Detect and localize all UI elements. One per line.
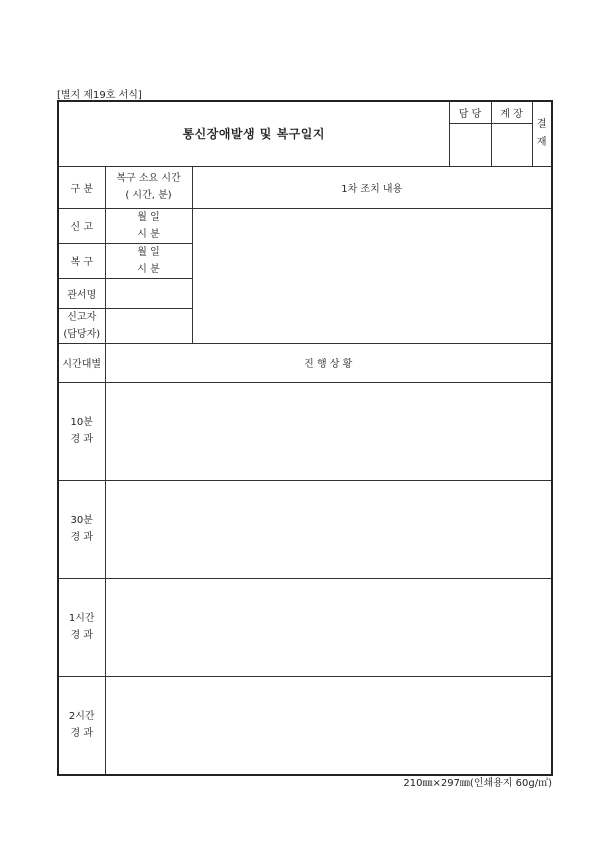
reporter-label — [58, 308, 105, 343]
form-number-label: [별지 제19호 서식] — [57, 90, 142, 101]
reporter-label-line2: (담당자) — [63, 328, 101, 340]
recovery-time-header-line1: 복구 소요 시간 — [116, 173, 181, 184]
outage-log-form — [57, 100, 553, 776]
reporter-label-line1: 신고자 — [67, 311, 97, 323]
progress-field-2hour[interactable] — [105, 676, 552, 775]
recovery-time-line2: 시 분 — [137, 263, 160, 275]
form-title-cell — [58, 101, 449, 166]
recovery-time-header — [105, 166, 192, 208]
approval-staff-header: 담 당 — [449, 101, 491, 123]
time-row-label-30min — [58, 480, 105, 578]
category-header: 구 분 — [58, 166, 105, 208]
time-row-10min-line1: 10분 — [70, 417, 93, 428]
time-row-1hour-line1: 1시간 — [68, 613, 95, 624]
time-row-1hour-line2: 경 과 — [70, 630, 93, 641]
progress-status-header: 진 행 상 황 — [105, 343, 552, 382]
recovery-time-field[interactable] — [105, 243, 192, 278]
time-row-label-2hour — [58, 676, 105, 775]
time-row-30min-line2: 경 과 — [70, 532, 93, 543]
time-row-2hour-line1: 2시간 — [68, 711, 95, 723]
paper-spec-footer: 210㎜×297㎜(인쇄용지 60g/㎡) — [403, 778, 552, 789]
time-row-30min-line1: 30분 — [70, 515, 93, 526]
report-time-line1: 월 일 — [137, 211, 160, 223]
approval-chief-header: 계 장 — [491, 101, 532, 123]
recovery-time-header-line2: ( 시간, 분) — [125, 190, 172, 201]
recovery-label: 복 구 — [58, 243, 105, 278]
time-row-label-1hour — [58, 578, 105, 676]
recovery-time-line1: 월 일 — [137, 246, 160, 258]
time-period-header: 시간대별 — [58, 343, 105, 382]
reporter-name-field[interactable] — [105, 308, 192, 343]
approval-side-text: 결 재 — [536, 118, 547, 148]
office-label: 관서명 — [58, 278, 105, 308]
report-label: 신 고 — [58, 208, 105, 243]
time-row-10min-line2: 경 과 — [70, 434, 93, 445]
time-row-2hour-line2: 경 과 — [70, 728, 93, 740]
approval-chief-sign-box[interactable] — [491, 123, 532, 166]
report-time-line2: 시 분 — [137, 228, 160, 240]
form-title: 통신장애발생 및 복구일지 — [182, 127, 325, 142]
approval-staff-sign-box[interactable] — [449, 123, 491, 166]
first-action-header: 1차 조치 내용 — [192, 166, 552, 208]
report-time-field[interactable] — [105, 208, 192, 243]
progress-field-30min[interactable] — [105, 480, 552, 578]
approval-side-label — [532, 101, 552, 166]
office-name-field[interactable] — [105, 278, 192, 308]
first-action-content-field[interactable] — [192, 208, 552, 343]
time-row-label-10min — [58, 382, 105, 480]
progress-field-1hour[interactable] — [105, 578, 552, 676]
progress-field-10min[interactable] — [105, 382, 552, 480]
